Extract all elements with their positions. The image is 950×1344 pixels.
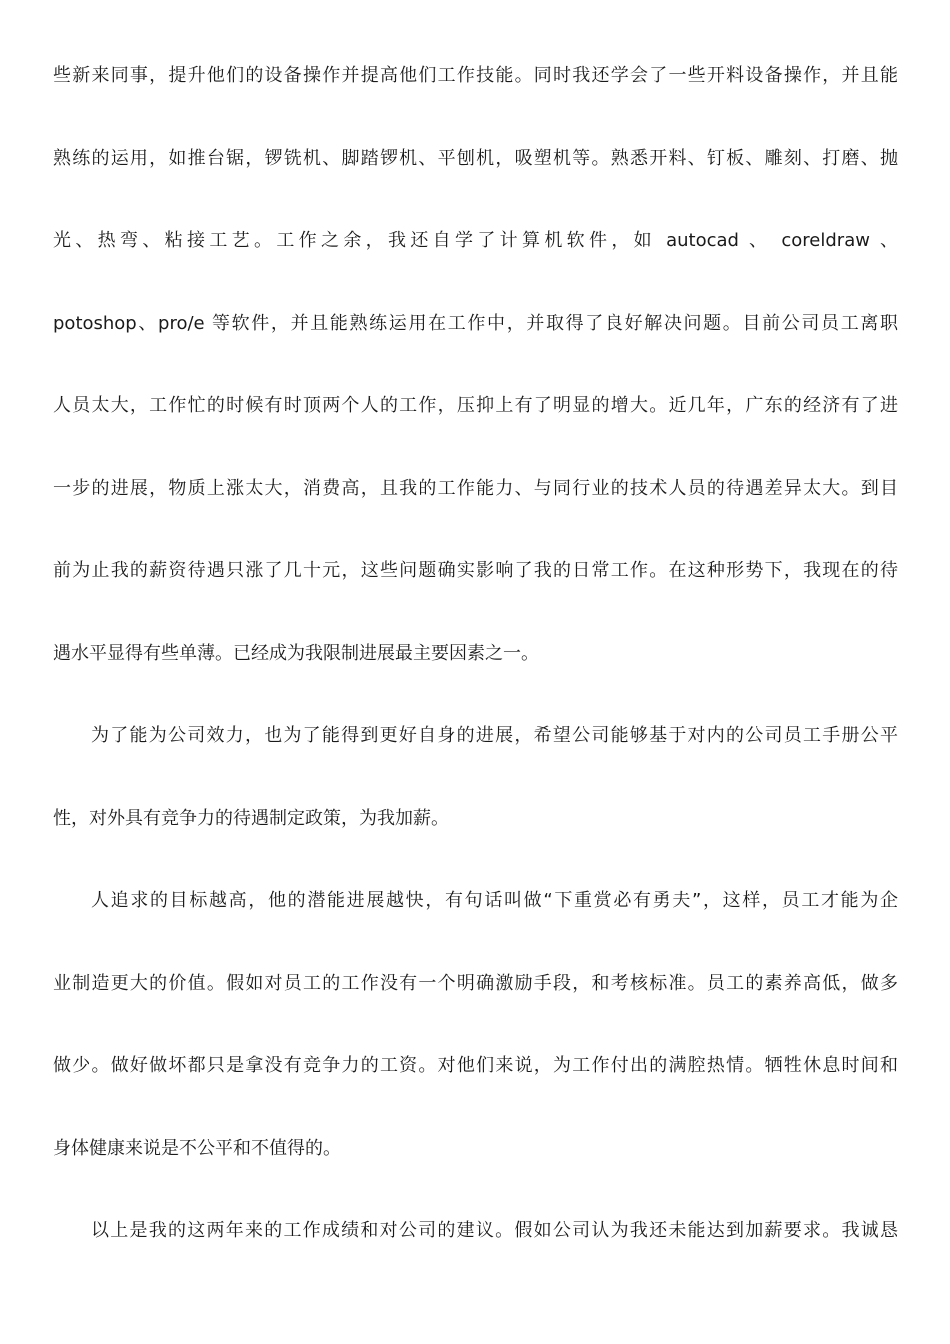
text-line-8: 遇水平显得有些单薄。已经成为我限制进展最主要因素之一。 [53, 643, 539, 664]
text-line-14: 身体健康来说是不公平和不值得的。 [53, 1138, 341, 1159]
text-line-1: 些新来同事，提升他们的设备操作并提高他们工作技能。同时我还学会了一些开料设备操作，并且能 [53, 65, 898, 86]
text-line-4: potoshop、pro/e 等软件，并且能熟练运用在工作中，并取得了良好解决问题。目前公司员工离职 [53, 313, 898, 334]
text-line-2: 熟练的运用，如推台锯，锣铣机、脚踏锣机、平刨机，吸塑机等。熟悉开料、钉板、雕刻、打磨、抛 [53, 148, 898, 169]
text-line-5: 人员太大，工作忙的时候有时顶两个人的工作，压抑上有了明显的增大。近几年，广东的经济有了进 [53, 395, 898, 416]
text-line-11: 人追求的目标越高，他的潜能进展越快，有句话叫做“下重赏必有勇夫”，这样，员工才能为企 [91, 890, 898, 911]
text-line-12: 业制造更大的价值。假如对员工的工作没有一个明确激励手段，和考核标准。员工的素养高低，做多 [53, 973, 898, 994]
text-line-7: 前为止我的薪资待遇只涨了几十元，这些问题确实影响了我的日常工作。在这种形势下，我现在的待 [53, 560, 898, 581]
text-line-13: 做少。做好做坏都只是拿没有竞争力的工资。对他们来说，为工作付出的满腔热情。牺牲休息时间和 [53, 1055, 898, 1076]
text-line-10: 性，对外具有竞争力的待遇制定政策，为我加薪。 [53, 808, 449, 829]
text-line-15: 以上是我的这两年来的工作成绩和对公司的建议。假如公司认为我还未能达到加薪要求。我诚恳 [91, 1220, 898, 1241]
text-line-6: 一步的进展，物质上涨太大，消费高，且我的工作能力、与同行业的技术人员的待遇差异太大。到目 [53, 478, 898, 499]
text-line-9: 为了能为公司效力，也为了能得到更好自身的进展，希望公司能够基于对内的公司员工手册公平 [91, 725, 898, 746]
text-line-3: 光、热弯、粘接工艺。工作之余，我还自学了计算机软件，如 autocad 、 coreldraw 、 [53, 230, 898, 251]
